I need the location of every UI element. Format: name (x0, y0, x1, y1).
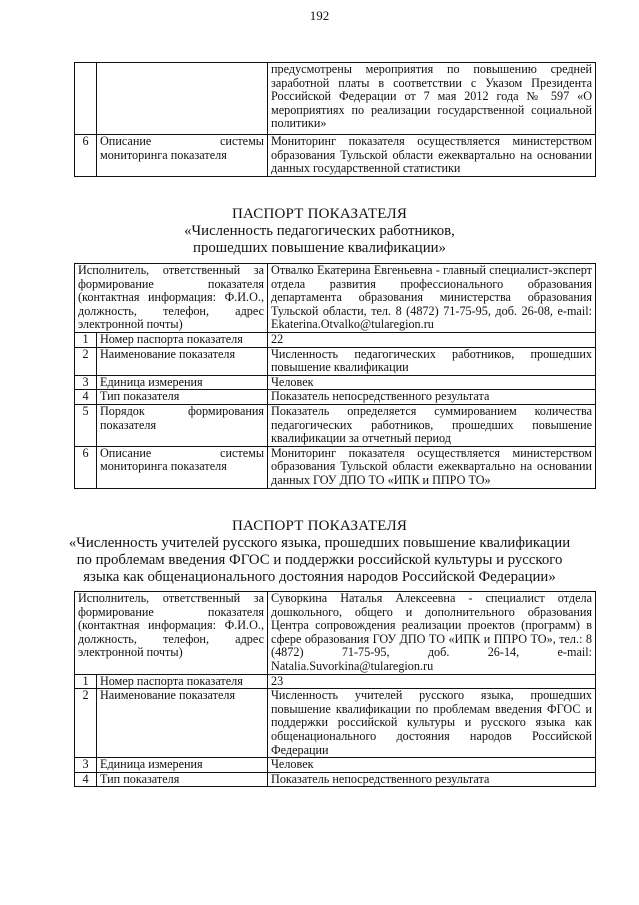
row-value: Численность учителей русского языка, прошедших повышение квалификации по проблемам введения ФГОС и поддержки российской культуры и русского языка как общенационального достояния народов Российской Федерации (268, 689, 596, 758)
row-value: Показатель определяется суммированием количества педагогических работников, прошедших повышение квалификации за отчетный период (268, 404, 596, 446)
passport-2-heading (0, 518, 639, 586)
passport-1-heading (0, 206, 639, 257)
row-value: Численность педагогических работников, прошедших повышение квалификации (268, 347, 596, 375)
table-row (75, 404, 596, 446)
page-number: 192 (309, 8, 330, 23)
row-value: Показатель непосредственного результата (268, 772, 596, 787)
row-number: 6 (75, 135, 97, 177)
continuation-table (74, 62, 596, 177)
row-number: 1 (75, 332, 97, 347)
table-row (75, 446, 596, 488)
table-row (75, 347, 596, 375)
passport-2-table (74, 591, 596, 787)
executor-row (75, 592, 596, 675)
row-number (75, 63, 97, 135)
row-number: 6 (75, 446, 97, 488)
row-number: 4 (75, 390, 97, 405)
row-value: 22 (268, 332, 596, 347)
row-number: 5 (75, 404, 97, 446)
executor-row (75, 264, 596, 333)
row-value: Мониторинг показателя осуществляется министерством образования Тульской области ежеквартально на основании данных ГОУ ДПО ТО «ИПК и ППРО ТО» (268, 446, 596, 488)
table-row (75, 674, 596, 689)
row-name: Тип показателя (97, 390, 268, 405)
row-name: Наименование показателя (97, 689, 268, 758)
row-value: 23 (268, 674, 596, 689)
row-name: Описание системы мониторинга показателя (97, 135, 268, 177)
table-row (75, 135, 596, 177)
executor-value: Суворкина Наталья Алексеевна - специалист отдела дошкольного, общего и дополнительного образования Центра сопровождения реализации проектов (программ) в сфере образования ГОУ ДПО ТО «ИПК и ППРО ТО», тел.: 8 (4872) 71-75-95, доб. 26-14, e-mail: Natalia.Suvorkina@tularegion.ru (268, 592, 596, 675)
passport-1-subtitle-line: прошедших повышение квалификации» (193, 240, 446, 256)
passport-2-subtitle-line: по проблемам введения ФГОС и поддержки российской культуры и русского (76, 552, 563, 568)
executor-value: Отвалко Екатерина Евгеньевна - главный специалист-эксперт отдела развития профессионального образования департамента образования министерства образования Тульской области, тел. 8 (4872) 71-75-95, доб. 26-08, e-mail: Ekaterina.Otvalko@tularegion.ru (268, 264, 596, 333)
executor-label: Исполнитель, ответственный за формирование показателя (контактная информация: Ф.И.О., должность, телефон, адрес электронной почты) (75, 592, 268, 675)
row-value: предусмотрены мероприятия по повышению средней заработной платы в соответствии с Указом Президента Российской Федерации от 7 мая 2012 года № 597 «О мероприятиях по реализации государственной социальной политики» (268, 63, 596, 135)
table-row (75, 63, 596, 135)
row-number: 3 (75, 758, 97, 773)
executor-label: Исполнитель, ответственный за формирование показателя (контактная информация: Ф.И.О., должность, телефон, адрес электронной почты) (75, 264, 268, 333)
passport-2-title: ПАСПОРТ ПОКАЗАТЕЛЯ (231, 518, 408, 534)
row-name (97, 63, 268, 135)
row-name: Наименование показателя (97, 347, 268, 375)
row-number: 2 (75, 347, 97, 375)
row-name: Номер паспорта показателя (97, 674, 268, 689)
table-row (75, 332, 596, 347)
row-value: Мониторинг показателя осуществляется министерством образования Тульской области ежеквартально на основании данных государственной статистики (268, 135, 596, 177)
row-name: Описание системы мониторинга показателя (97, 446, 268, 488)
row-number: 4 (75, 772, 97, 787)
row-name: Порядок формирования показателя (97, 404, 268, 446)
table-row (75, 758, 596, 773)
row-name: Единица измерения (97, 375, 268, 390)
row-name: Номер паспорта показателя (97, 332, 268, 347)
row-name: Единица измерения (97, 758, 268, 773)
table-row (75, 375, 596, 390)
row-number: 3 (75, 375, 97, 390)
table-row (75, 689, 596, 758)
passport-1-title: ПАСПОРТ ПОКАЗАТЕЛЯ (231, 206, 408, 222)
row-number: 2 (75, 689, 97, 758)
row-value: Человек (268, 758, 596, 773)
passport-1-subtitle-line: «Численность педагогических работников, (184, 223, 455, 239)
row-name: Тип показателя (97, 772, 268, 787)
passport-2-subtitle-line: языка как общенационального достояния народов Российской Федерации» (83, 569, 556, 585)
table-row (75, 390, 596, 405)
passport-1-table (74, 263, 596, 489)
table-row (75, 772, 596, 787)
row-value: Показатель непосредственного результата (268, 390, 596, 405)
row-number: 1 (75, 674, 97, 689)
passport-2-subtitle-line: «Численность учителей русского языка, прошедших повышение квалификации (68, 535, 571, 551)
row-value: Человек (268, 375, 596, 390)
